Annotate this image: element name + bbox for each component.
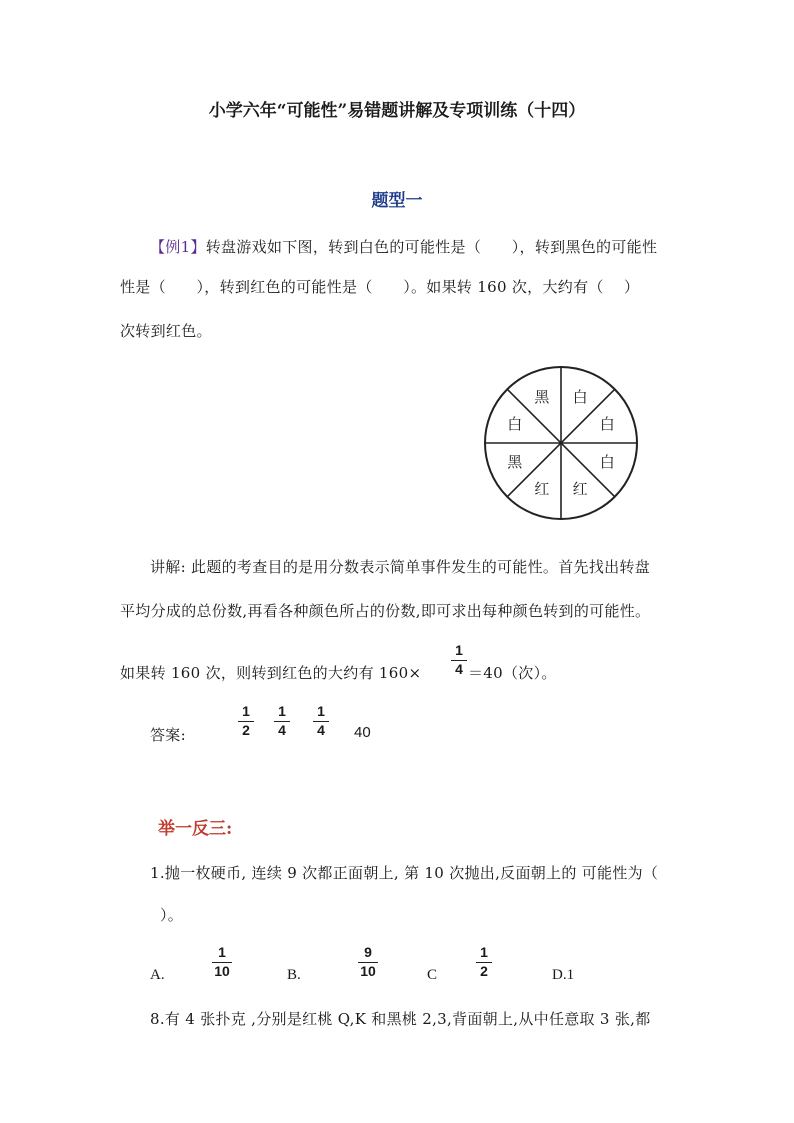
explanation-line-2: 平均分成的总份数,再看各种颜色所占的份数,即可求出每种颜色转到的可能性。 (120, 602, 651, 620)
wheel-segment-label: 白 (572, 387, 588, 406)
explanation-line-3-suffix: ＝40（次）。 (468, 664, 557, 682)
answer-fraction-1 (236, 703, 256, 737)
question-1-line-2: ）。 (160, 906, 184, 924)
fraction-denominator: 10 (360, 963, 376, 979)
explanation-line-1: 讲解: 此题的考查目的是用分数表示简单事件发生的可能性。首先找出转盘 (150, 558, 651, 576)
example-line-1 (150, 236, 657, 257)
wheel-segment-label: 白 (599, 414, 615, 433)
wheel-segment-label: 黑 (534, 387, 550, 406)
example-label: 【例1】 (150, 238, 206, 256)
fraction-numerator: 1 (480, 944, 488, 960)
spinner-wheel (483, 365, 639, 521)
option-a-fraction (210, 944, 234, 978)
example-line-2: 性是（ ），转到红色的可能性是（ ）。如果转 160 次，大约有（ ） (120, 278, 640, 296)
fraction-denominator: 2 (242, 722, 250, 738)
option-a-label: A. (150, 967, 165, 983)
fraction-denominator: 4 (317, 722, 325, 738)
fraction-numerator: 9 (364, 944, 372, 960)
answer-label: 答案: (150, 726, 186, 744)
practice-heading: 举一反三: (158, 819, 233, 839)
fraction-numerator: 1 (218, 944, 226, 960)
fraction-numerator: 1 (242, 703, 250, 719)
option-b-fraction (356, 944, 380, 978)
wheel-segment-label: 红 (572, 480, 588, 499)
option-c-fraction (474, 944, 494, 978)
wheel-segment-label: 红 (534, 480, 550, 499)
answer-value: 40 (354, 724, 371, 741)
wheel-segment-label: 白 (507, 414, 523, 433)
fraction (449, 642, 469, 676)
option-d: D.1 (552, 967, 575, 983)
page-title: 小学六年“可能性”易错题讲解及专项训练（十四） (208, 101, 586, 121)
fraction-numerator: 1 (455, 642, 463, 658)
question-1-line-1: 1.抛一枚硬币, 连续 9 次都正面朝上, 第 10 次抛出,反面朝上的 可能性为（ (150, 864, 659, 882)
answer-fraction-3 (311, 703, 331, 737)
example-line-1-text: 转盘游戏如下图，转到白色的可能性是（ ），转到黑色的可能性 (205, 238, 658, 256)
fraction-denominator: 4 (455, 661, 463, 677)
example-line-3: 次转到红色。 (120, 322, 212, 340)
answer-fraction-2 (272, 703, 292, 737)
explanation-line-3-prefix: 如果转 160 次，则转到红色的大约有 160× (120, 664, 422, 682)
question-8-line-1: 8.有 4 张扑克 ,分别是红桃 Q,K 和黑桃 2,3,背面朝上,从中任意取 3 张,都 (150, 1010, 651, 1028)
fraction-numerator: 1 (278, 703, 286, 719)
fraction-numerator: 1 (317, 703, 325, 719)
wheel-segment-label: 黑 (507, 453, 523, 472)
wheel-segment-label: 白 (599, 453, 615, 472)
fraction-denominator: 10 (214, 963, 230, 979)
option-b-label: B. (287, 967, 301, 983)
fraction-denominator: 2 (480, 963, 488, 979)
section-heading: 题型一 (371, 191, 423, 211)
option-c-label: C (427, 967, 438, 983)
fraction-denominator: 4 (278, 722, 286, 738)
